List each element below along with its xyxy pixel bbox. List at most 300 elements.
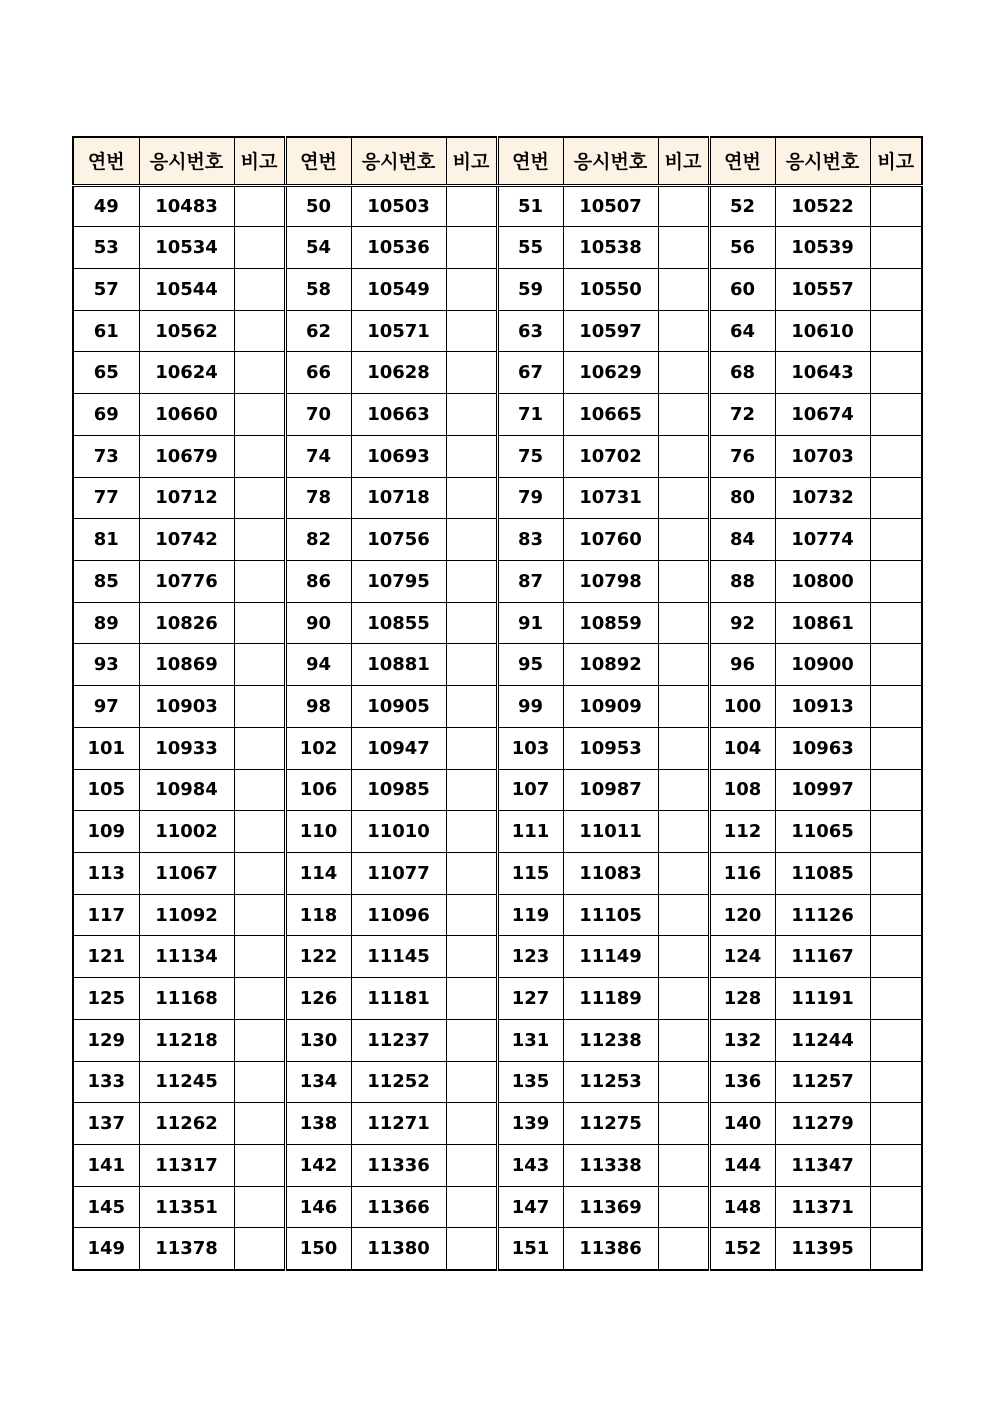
serial-number-cell: 144 [709, 1145, 775, 1187]
table-row [73, 894, 922, 936]
serial-number-cell: 107 [497, 769, 563, 811]
applicant-number-cell: 11338 [563, 1145, 658, 1187]
serial-number-cell: 83 [497, 519, 563, 561]
remarks-cell [446, 602, 497, 644]
remarks-cell [658, 1186, 709, 1228]
applicant-number-cell: 11011 [563, 811, 658, 853]
table-row [73, 1061, 922, 1103]
serial-number-cell: 88 [709, 560, 775, 602]
applicant-number-cell: 10503 [351, 185, 446, 227]
applicant-number-cell: 11105 [563, 894, 658, 936]
applicant-number-cell: 10732 [775, 477, 870, 519]
remarks-cell [870, 602, 922, 644]
applicant-number-cell: 11067 [139, 853, 234, 895]
remarks-cell [234, 769, 285, 811]
applicant-number-cell: 11238 [563, 1019, 658, 1061]
serial-number-cell: 148 [709, 1186, 775, 1228]
serial-number-cell: 68 [709, 352, 775, 394]
serial-number-cell: 108 [709, 769, 775, 811]
applicant-number-cell: 10900 [775, 644, 870, 686]
applicant-number-cell: 11168 [139, 978, 234, 1020]
remarks-cell [870, 394, 922, 436]
remarks-cell [234, 1186, 285, 1228]
table-row [73, 1228, 922, 1270]
applicant-number-cell: 10610 [775, 310, 870, 352]
serial-number-cell: 89 [73, 602, 139, 644]
serial-number-cell: 113 [73, 853, 139, 895]
header-row [73, 137, 922, 185]
applicant-number-cell: 11253 [563, 1061, 658, 1103]
serial-number-header: 연번 [497, 137, 563, 185]
serial-number-cell: 149 [73, 1228, 139, 1270]
remarks-cell [658, 435, 709, 477]
serial-number-cell: 80 [709, 477, 775, 519]
table-row [73, 811, 922, 853]
applicant-number-cell: 10597 [563, 310, 658, 352]
serial-number-cell: 91 [497, 602, 563, 644]
applicant-number-cell: 11096 [351, 894, 446, 936]
applicant-number-cell: 10629 [563, 352, 658, 394]
serial-number-header: 연번 [285, 137, 351, 185]
table-row [73, 936, 922, 978]
serial-number-cell: 110 [285, 811, 351, 853]
remarks-cell [446, 769, 497, 811]
remarks-cell [658, 811, 709, 853]
remarks-cell [870, 227, 922, 269]
serial-number-cell: 75 [497, 435, 563, 477]
remarks-cell [870, 477, 922, 519]
applicant-number-cell: 11126 [775, 894, 870, 936]
remarks-cell [658, 1103, 709, 1145]
serial-number-cell: 122 [285, 936, 351, 978]
applicant-number-cell: 10507 [563, 185, 658, 227]
table-row [73, 644, 922, 686]
applicant-number-cell: 11244 [775, 1019, 870, 1061]
remarks-cell [446, 268, 497, 310]
table-row [73, 978, 922, 1020]
serial-number-cell: 60 [709, 268, 775, 310]
applicant-number-cell: 10718 [351, 477, 446, 519]
table-row [73, 727, 922, 769]
serial-number-cell: 50 [285, 185, 351, 227]
serial-number-cell: 70 [285, 394, 351, 436]
remarks-cell [658, 1145, 709, 1187]
applicant-number-cell: 10987 [563, 769, 658, 811]
table-header [73, 137, 922, 185]
applicant-number-cell: 10760 [563, 519, 658, 561]
serial-number-cell: 109 [73, 811, 139, 853]
remarks-cell [446, 310, 497, 352]
remarks-cell [446, 1228, 497, 1270]
serial-number-cell: 104 [709, 727, 775, 769]
applicant-number-cell: 11262 [139, 1103, 234, 1145]
remarks-cell [446, 227, 497, 269]
serial-number-cell: 90 [285, 602, 351, 644]
applicant-number-cell: 11279 [775, 1103, 870, 1145]
applicant-number-cell: 11317 [139, 1145, 234, 1187]
applicant-number-cell: 10712 [139, 477, 234, 519]
serial-number-cell: 62 [285, 310, 351, 352]
applicant-number-cell: 11085 [775, 853, 870, 895]
serial-number-cell: 74 [285, 435, 351, 477]
serial-number-cell: 52 [709, 185, 775, 227]
serial-number-cell: 129 [73, 1019, 139, 1061]
applicant-number-cell: 10674 [775, 394, 870, 436]
remarks-cell [446, 1186, 497, 1228]
serial-number-cell: 55 [497, 227, 563, 269]
serial-number-cell: 95 [497, 644, 563, 686]
applicant-number-cell: 10985 [351, 769, 446, 811]
applicant-number-cell: 10643 [775, 352, 870, 394]
remarks-cell [870, 1019, 922, 1061]
applicant-number-cell: 11257 [775, 1061, 870, 1103]
applicant-number-cell: 11366 [351, 1186, 446, 1228]
serial-number-cell: 64 [709, 310, 775, 352]
applicant-number-cell: 11181 [351, 978, 446, 1020]
applicant-number-cell: 10913 [775, 686, 870, 728]
serial-number-cell: 59 [497, 268, 563, 310]
applicant-number-cell: 10756 [351, 519, 446, 561]
table-row [73, 853, 922, 895]
remarks-cell [446, 185, 497, 227]
remarks-cell [658, 602, 709, 644]
applicant-number-cell: 10776 [139, 560, 234, 602]
serial-number-cell: 87 [497, 560, 563, 602]
serial-number-cell: 125 [73, 978, 139, 1020]
serial-number-cell: 94 [285, 644, 351, 686]
serial-number-cell: 120 [709, 894, 775, 936]
serial-number-cell: 117 [73, 894, 139, 936]
serial-number-cell: 145 [73, 1186, 139, 1228]
remarks-cell [658, 519, 709, 561]
table-row [73, 227, 922, 269]
applicant-number-cell: 10861 [775, 602, 870, 644]
remarks-cell [658, 727, 709, 769]
applicant-number-header: 응시번호 [139, 137, 234, 185]
applicant-number-cell: 11092 [139, 894, 234, 936]
remarks-cell [870, 268, 922, 310]
applicant-number-cell: 11083 [563, 853, 658, 895]
serial-number-cell: 137 [73, 1103, 139, 1145]
remarks-cell [446, 644, 497, 686]
applicant-number-cell: 10826 [139, 602, 234, 644]
serial-number-cell: 141 [73, 1145, 139, 1187]
applicant-number-cell: 10628 [351, 352, 446, 394]
table-row [73, 394, 922, 436]
serial-number-cell: 142 [285, 1145, 351, 1187]
applicant-number-cell: 10693 [351, 435, 446, 477]
applicant-number-cell: 10909 [563, 686, 658, 728]
applicant-number-cell: 10571 [351, 310, 446, 352]
serial-number-cell: 121 [73, 936, 139, 978]
remarks-cell [870, 894, 922, 936]
applicant-number-cell: 10963 [775, 727, 870, 769]
serial-number-cell: 115 [497, 853, 563, 895]
remarks-cell [870, 519, 922, 561]
serial-number-cell: 152 [709, 1228, 775, 1270]
serial-number-cell: 58 [285, 268, 351, 310]
applicant-number-cell: 10947 [351, 727, 446, 769]
remarks-cell [234, 811, 285, 853]
applicant-number-cell: 10624 [139, 352, 234, 394]
applicant-number-cell: 10881 [351, 644, 446, 686]
table-row [73, 1186, 922, 1228]
remarks-header: 비고 [234, 137, 285, 185]
remarks-cell [870, 644, 922, 686]
remarks-cell [446, 435, 497, 477]
remarks-cell [870, 1145, 922, 1187]
remarks-cell [234, 727, 285, 769]
remarks-cell [446, 853, 497, 895]
applicant-number-cell: 10539 [775, 227, 870, 269]
applicant-number-cell: 11010 [351, 811, 446, 853]
applicant-number-cell: 11351 [139, 1186, 234, 1228]
remarks-cell [234, 435, 285, 477]
applicant-number-cell: 10665 [563, 394, 658, 436]
applicant-number-cell: 11134 [139, 936, 234, 978]
remarks-cell [870, 310, 922, 352]
applicant-number-cell: 11002 [139, 811, 234, 853]
remarks-cell [234, 894, 285, 936]
serial-number-cell: 99 [497, 686, 563, 728]
applicant-number-cell: 11245 [139, 1061, 234, 1103]
remarks-cell [446, 894, 497, 936]
applicant-number-cell: 11237 [351, 1019, 446, 1061]
applicant-number-cell: 10984 [139, 769, 234, 811]
serial-number-cell: 61 [73, 310, 139, 352]
table-row [73, 477, 922, 519]
serial-number-cell: 56 [709, 227, 775, 269]
serial-number-cell: 133 [73, 1061, 139, 1103]
applicant-number-cell: 10522 [775, 185, 870, 227]
remarks-cell [870, 853, 922, 895]
applicant-number-cell: 10679 [139, 435, 234, 477]
applicant-number-cell: 10859 [563, 602, 658, 644]
applicant-number-cell: 10731 [563, 477, 658, 519]
remarks-cell [446, 1061, 497, 1103]
table-row [73, 1103, 922, 1145]
remarks-cell [446, 519, 497, 561]
serial-number-cell: 106 [285, 769, 351, 811]
serial-number-cell: 77 [73, 477, 139, 519]
applicant-number-header: 응시번호 [563, 137, 658, 185]
remarks-cell [234, 853, 285, 895]
remarks-cell [234, 394, 285, 436]
remarks-cell [234, 227, 285, 269]
remarks-cell [446, 1145, 497, 1187]
serial-number-cell: 73 [73, 435, 139, 477]
serial-number-cell: 112 [709, 811, 775, 853]
remarks-cell [446, 727, 497, 769]
remarks-cell [870, 185, 922, 227]
serial-number-cell: 86 [285, 560, 351, 602]
serial-number-cell: 146 [285, 1186, 351, 1228]
remarks-cell [658, 477, 709, 519]
applicant-number-cell: 10742 [139, 519, 234, 561]
applicant-number-cell: 11378 [139, 1228, 234, 1270]
applicant-number-cell: 11189 [563, 978, 658, 1020]
serial-number-cell: 82 [285, 519, 351, 561]
remarks-cell [446, 686, 497, 728]
applicant-number-cell: 11386 [563, 1228, 658, 1270]
applicant-number-header: 응시번호 [351, 137, 446, 185]
remarks-cell [870, 978, 922, 1020]
remarks-cell [870, 1061, 922, 1103]
serial-number-cell: 126 [285, 978, 351, 1020]
applicant-number-cell: 10798 [563, 560, 658, 602]
serial-number-cell: 119 [497, 894, 563, 936]
serial-number-cell: 101 [73, 727, 139, 769]
applicant-number-cell: 11145 [351, 936, 446, 978]
applicant-number-cell: 10550 [563, 268, 658, 310]
remarks-cell [446, 811, 497, 853]
table-row [73, 1019, 922, 1061]
remarks-cell [234, 519, 285, 561]
serial-number-cell: 102 [285, 727, 351, 769]
applicant-number-cell: 10562 [139, 310, 234, 352]
table-row [73, 769, 922, 811]
serial-number-cell: 127 [497, 978, 563, 1020]
applicant-number-cell: 11218 [139, 1019, 234, 1061]
remarks-cell [446, 936, 497, 978]
remarks-cell [658, 1019, 709, 1061]
serial-number-cell: 100 [709, 686, 775, 728]
remarks-cell [658, 185, 709, 227]
serial-number-cell: 57 [73, 268, 139, 310]
serial-number-cell: 143 [497, 1145, 563, 1187]
table-row [73, 686, 922, 728]
serial-number-cell: 54 [285, 227, 351, 269]
applicant-number-cell: 10702 [563, 435, 658, 477]
serial-number-cell: 147 [497, 1186, 563, 1228]
applicant-number-cell: 11395 [775, 1228, 870, 1270]
applicant-number-cell: 11191 [775, 978, 870, 1020]
applicant-number-cell: 10997 [775, 769, 870, 811]
remarks-cell [870, 686, 922, 728]
serial-number-cell: 139 [497, 1103, 563, 1145]
serial-number-cell: 151 [497, 1228, 563, 1270]
remarks-cell [234, 936, 285, 978]
serial-number-cell: 81 [73, 519, 139, 561]
remarks-cell [234, 602, 285, 644]
serial-number-header: 연번 [73, 137, 139, 185]
serial-number-cell: 69 [73, 394, 139, 436]
remarks-cell [870, 352, 922, 394]
serial-number-cell: 98 [285, 686, 351, 728]
serial-number-cell: 130 [285, 1019, 351, 1061]
remarks-cell [446, 352, 497, 394]
applicant-number-cell: 10660 [139, 394, 234, 436]
applicant-number-cell: 10774 [775, 519, 870, 561]
serial-number-cell: 132 [709, 1019, 775, 1061]
serial-number-cell: 71 [497, 394, 563, 436]
remarks-cell [234, 185, 285, 227]
applicant-number-cell: 11369 [563, 1186, 658, 1228]
serial-number-cell: 136 [709, 1061, 775, 1103]
table-row [73, 310, 922, 352]
remarks-cell [870, 1228, 922, 1270]
remarks-header: 비고 [658, 137, 709, 185]
serial-number-cell: 131 [497, 1019, 563, 1061]
applicant-number-cell: 10933 [139, 727, 234, 769]
remarks-cell [658, 644, 709, 686]
table-body [73, 185, 922, 1270]
applicant-number-cell: 11149 [563, 936, 658, 978]
applicant-number-cell: 10549 [351, 268, 446, 310]
serial-number-cell: 140 [709, 1103, 775, 1145]
remarks-cell [870, 769, 922, 811]
applicant-number-cell: 10892 [563, 644, 658, 686]
remarks-cell [658, 268, 709, 310]
remarks-cell [658, 352, 709, 394]
remarks-cell [234, 1103, 285, 1145]
serial-number-cell: 72 [709, 394, 775, 436]
serial-number-cell: 103 [497, 727, 563, 769]
table-row [73, 602, 922, 644]
serial-number-cell: 150 [285, 1228, 351, 1270]
remarks-cell [658, 227, 709, 269]
remarks-cell [234, 686, 285, 728]
applicant-number-cell: 10538 [563, 227, 658, 269]
applicant-number-cell: 11275 [563, 1103, 658, 1145]
applicant-number-cell: 10557 [775, 268, 870, 310]
serial-number-cell: 96 [709, 644, 775, 686]
applicant-number-cell: 10536 [351, 227, 446, 269]
applicant-number-cell: 10869 [139, 644, 234, 686]
serial-number-cell: 66 [285, 352, 351, 394]
serial-number-cell: 84 [709, 519, 775, 561]
remarks-cell [446, 394, 497, 436]
remarks-cell [446, 1103, 497, 1145]
applicant-number-table [72, 136, 923, 1271]
serial-number-cell: 135 [497, 1061, 563, 1103]
remarks-cell [234, 560, 285, 602]
remarks-cell [658, 769, 709, 811]
applicant-number-cell: 10663 [351, 394, 446, 436]
applicant-number-cell: 10903 [139, 686, 234, 728]
remarks-cell [234, 268, 285, 310]
remarks-cell [234, 352, 285, 394]
serial-number-cell: 116 [709, 853, 775, 895]
remarks-cell [658, 894, 709, 936]
remarks-cell [870, 936, 922, 978]
remarks-cell [446, 1019, 497, 1061]
remarks-cell [234, 1145, 285, 1187]
serial-number-cell: 51 [497, 185, 563, 227]
applicant-number-cell: 10795 [351, 560, 446, 602]
serial-number-cell: 79 [497, 477, 563, 519]
applicant-number-cell: 11336 [351, 1145, 446, 1187]
remarks-cell [446, 978, 497, 1020]
remarks-cell [658, 686, 709, 728]
remarks-cell [870, 435, 922, 477]
applicant-number-cell: 11371 [775, 1186, 870, 1228]
serial-number-cell: 85 [73, 560, 139, 602]
applicant-number-cell: 11065 [775, 811, 870, 853]
applicant-number-cell: 11380 [351, 1228, 446, 1270]
applicant-number-cell: 10905 [351, 686, 446, 728]
applicant-number-cell: 11347 [775, 1145, 870, 1187]
serial-number-cell: 92 [709, 602, 775, 644]
serial-number-cell: 134 [285, 1061, 351, 1103]
remarks-cell [446, 477, 497, 519]
remarks-cell [234, 1061, 285, 1103]
table-row [73, 519, 922, 561]
remarks-cell [870, 1103, 922, 1145]
serial-number-header: 연번 [709, 137, 775, 185]
serial-number-cell: 97 [73, 686, 139, 728]
remarks-cell [446, 560, 497, 602]
